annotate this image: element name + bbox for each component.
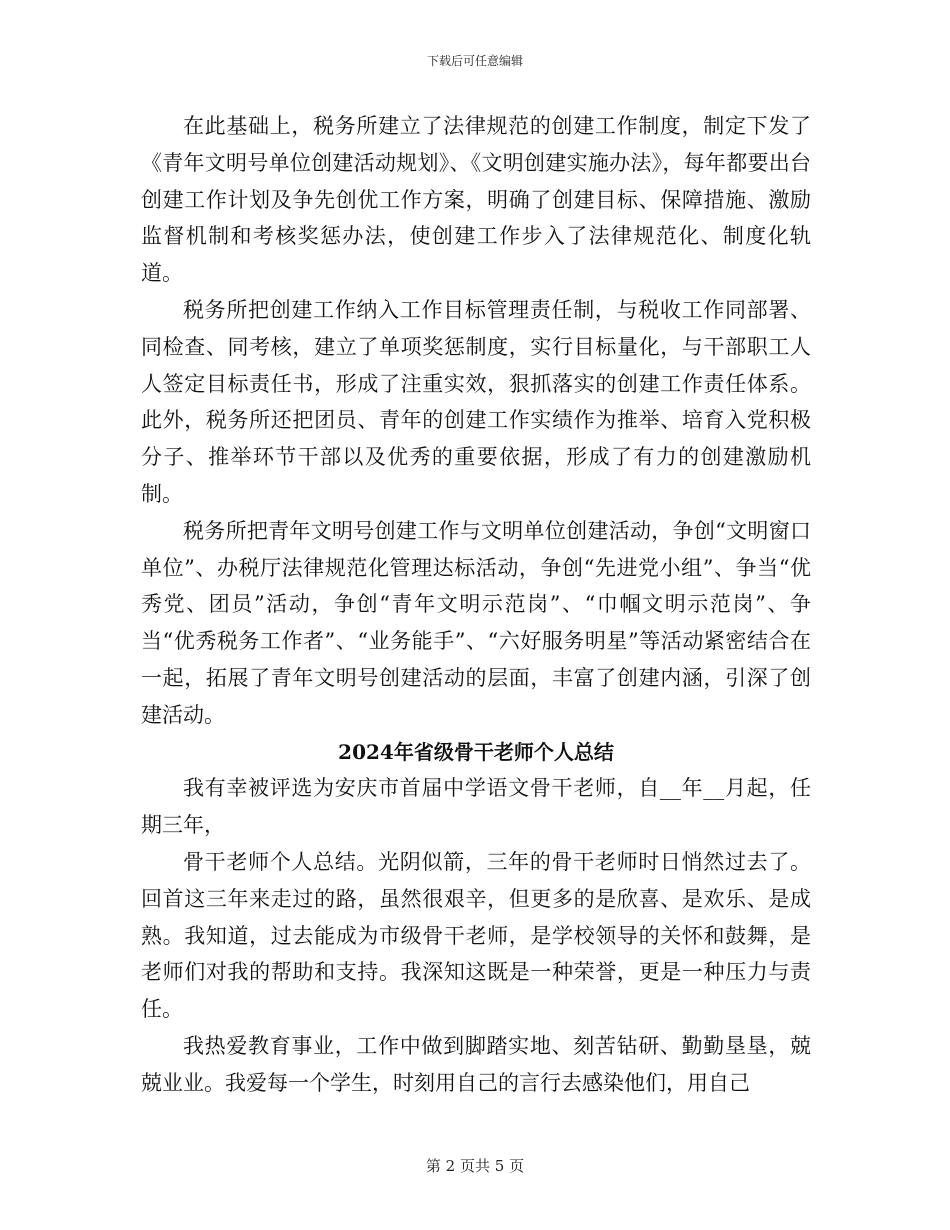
document-body [141, 108, 811, 1102]
paragraph-summary: 骨干老师个人总结。光阴似箭，三年的骨干老师时日悄然过去了。回首这三年来走过的路，虽然很艰辛，但更多的是欣喜、是欢乐、是成熟。我知道，过去能成为市级骨干老师，是学校领导的关怀和鼓舞，是老师们对我的帮助和支持。我深知这既是一种荣誉，更是一种压力与责任。 [141, 849, 811, 1022]
section-title: 2024年省级骨干老师个人总结 [338, 739, 614, 764]
page-header: 下载后可任意编辑 [426, 54, 523, 68]
page-footer: 第 2 页共 5 页 [425, 1157, 525, 1175]
paragraph-legal-system: 在此基础上，税务所建立了法律规范的创建工作制度，制定下发了《青年文明号单位创建活动规划》、《文明创建实施办法》，每年都要出台创建工作计划及争先创优工作方案，明确了创建目标、保障措施、激励监督机制和考核奖惩办法，使创建工作步入了法律规范化、制度化轨道。 [141, 114, 811, 286]
paragraph-dedication: 我热爱教育事业，工作中做到脚踏实地、刻苦钻研、勤勤垦垦，兢兢业业。我爱每一个学生，时刻用自己的言行去感染他们，用自己 [141, 1033, 811, 1095]
paragraph-appointment: 我有幸被评选为安庆市首届中学语文骨干老师，自__年__月起，任期三年， [141, 776, 811, 838]
paragraph-responsibility-system: 税务所把创建工作纳入工作目标管理责任制，与税收工作同部署、同检查、同考核，建立了单项奖惩制度，实行目标量化，与干部职工人人签定目标责任书，形成了注重实效，狠抓落实的创建工作责任体系。此外，税务所还把团员、青年的创建工作实绩作为推举、培育入党积极分子、推举环节干部以及优秀的重要依据，形成了有力的创建激励机制。 [141, 297, 811, 506]
paragraph-activities: 税务所把青年文明号创建工作与文明单位创建活动，争创“文明窗口单位”、办税厅法律规范化管理达标活动，争创“先进党小组”、争当“优秀党、团员”活动，争创“青年文明示范岗”、“巾帼文明示范岗”、争当“优秀税务工作者”、“业务能手”、“六好服务明星”等活动紧密结合在一起，拓展了青年文明号创建活动的层面，丰富了创建内涵，引深了创建活动。 [141, 518, 811, 727]
